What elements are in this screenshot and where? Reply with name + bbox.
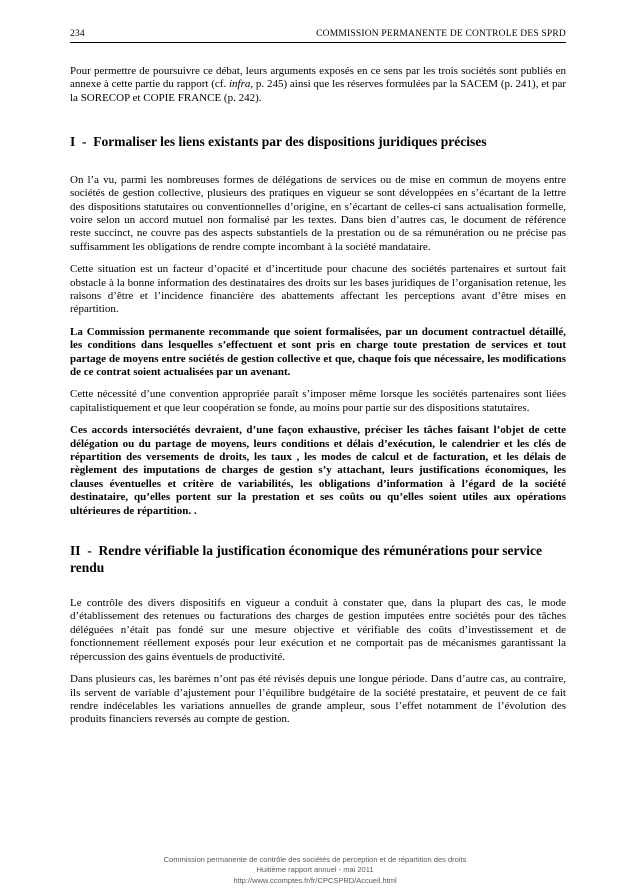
section-1-paragraph-2: Cette situation est un facteur d’opacité et d’incertitude pour chacune des sociétés partenaires et surtout fait obstacle à la bonne information des destinataires des droits sur les bases juridiques de l’organisation retenue, les raisons d’être et l’incidence financière des abattements affectant les perceptions avant d’être mises en répartition. — [70, 263, 566, 316]
footer-url[interactable]: http://www.ccomptes.fr/fr/CPCSPRD/Accueil.html — [233, 875, 397, 885]
page-content — [70, 0, 566, 736]
intro-paragraph-italic: infra — [228, 78, 251, 91]
page-number: 234 — [70, 29, 85, 39]
section-2-paragraph-2: Dans plusieurs cas, les barèmes n’ont pas été révisés depuis une longue période. Dans d’autre cas, au contraire, ils servent de variable d’ajustement pour l’équilibre budgétaire de la société prestataire, et peuvent de ce fait rendre indécelables les variations annuelles de grande ampleur, sous l’effet notamment de l’évolution des produits financiers reversés au compte de gestion. — [70, 673, 566, 726]
running-header — [70, 0, 566, 43]
footer-report-line: Huitième rapport annuel - mai 2011 — [256, 865, 374, 874]
intro-paragraph-post: , p. 245) ainsi que les réserves formulées par la SACEM (p. 241), et par la SORECOP et COPIE FRANCE (p. 242). — [70, 78, 566, 104]
body-text — [70, 65, 566, 727]
section-1-heading: I - Formaliser les liens existants par des dispositions juridiques précises — [70, 134, 487, 150]
page-footer — [0, 855, 630, 887]
section-2-paragraph-1: Le contrôle des divers dispositifs en vigueur a conduit à constater que, dans la plupart des cas, le mode d’établissement des retenues ou facturations des charges de gestion imputées entre sociétés pour des tâches déléguées n’était pas fondé sur une mesure objective et vérifiable des coûts d’investissement et de fonctionnement réellement exposés pour leur exécution et ne comportait pas de mécanismes garantissant la répercussion des gains éventuels de productivité. — [70, 597, 566, 663]
intro-paragraph-pre: Pour permettre de poursuivre ce débat, leurs arguments exposés en ce sens par les trois sociétés sont publiés en annexe à cette partie du rapport (cf. — [70, 65, 566, 91]
intro-paragraph — [70, 65, 566, 105]
footer-org-line: Commission permanente de contrôle des sociétés de perception et de répartition des droits — [163, 854, 467, 864]
section-1-paragraph-1: On l’a vu, parmi les nombreuses formes de délégations de services ou de mise en commun de moyens entre sociétés de gestion collective, plusieurs des pratiques en vigueur se sont développées en s’écartant de la lettre des dispositions statutaires ou conventionnelles d’origine, en s’écartant de celles-ci sans actualisation formelle, voire selon un accord mutuel non formalisé par les textes. Dans bien d’autres cas, le document de référence reste succinct, ne couvre pas des aspects substantiels de la prestation ou de sa rémunération ou ne précise pas suffisamment les obligations de rendre compte incombant à la société mandataire. — [70, 173, 566, 253]
section-1-recommendation: La Commission permanente recommande que soient formalisées, par un document contractuel détaillé, les conditions dans lesquelles s’effectuent et sont pris en charge toute prestation de services et tout partage de moyens entre sociétés de gestion collective et que, chaque fois que nécessaire, les modifications de ce contrat soient actualisées par un avenant. — [70, 325, 566, 378]
section-1-accords-recommendation: Ces accords intersociétés devraient, d’une façon exhaustive, préciser les tâches faisant l’objet de cette délégation ou du partage de moyens, leurs conditions et délais d’exécution, le calendrier et les clés de répartition des versements de droits, les taux , les modes de calcul et de facturation, et les délais de règlement des imputations de charges de gestion s’y attachant, leurs justifications économiques, les clauses éventuelles et critère de variabilités, les obligations d’information à l’égard de la société destinataire, qu’elles portent sur la prestation et ses coûts ou qu’elles soient utiles aux opérations ultérieures de répartition. . — [70, 424, 566, 517]
section-2-heading: II - Rendre vérifiable la justification économique des rémunérations pour service rendu — [70, 543, 542, 575]
running-title: COMMISSION PERMANENTE DE CONTROLE DES SPRD — [316, 29, 566, 39]
section-1-paragraph-3: Cette nécessité d’une convention appropriée paraît s’imposer même lorsque les sociétés partenaires sont liées capitalistiquement et que leur coopération se fonde, au moins pour partie sur des dispositions statutaires. — [70, 388, 566, 414]
